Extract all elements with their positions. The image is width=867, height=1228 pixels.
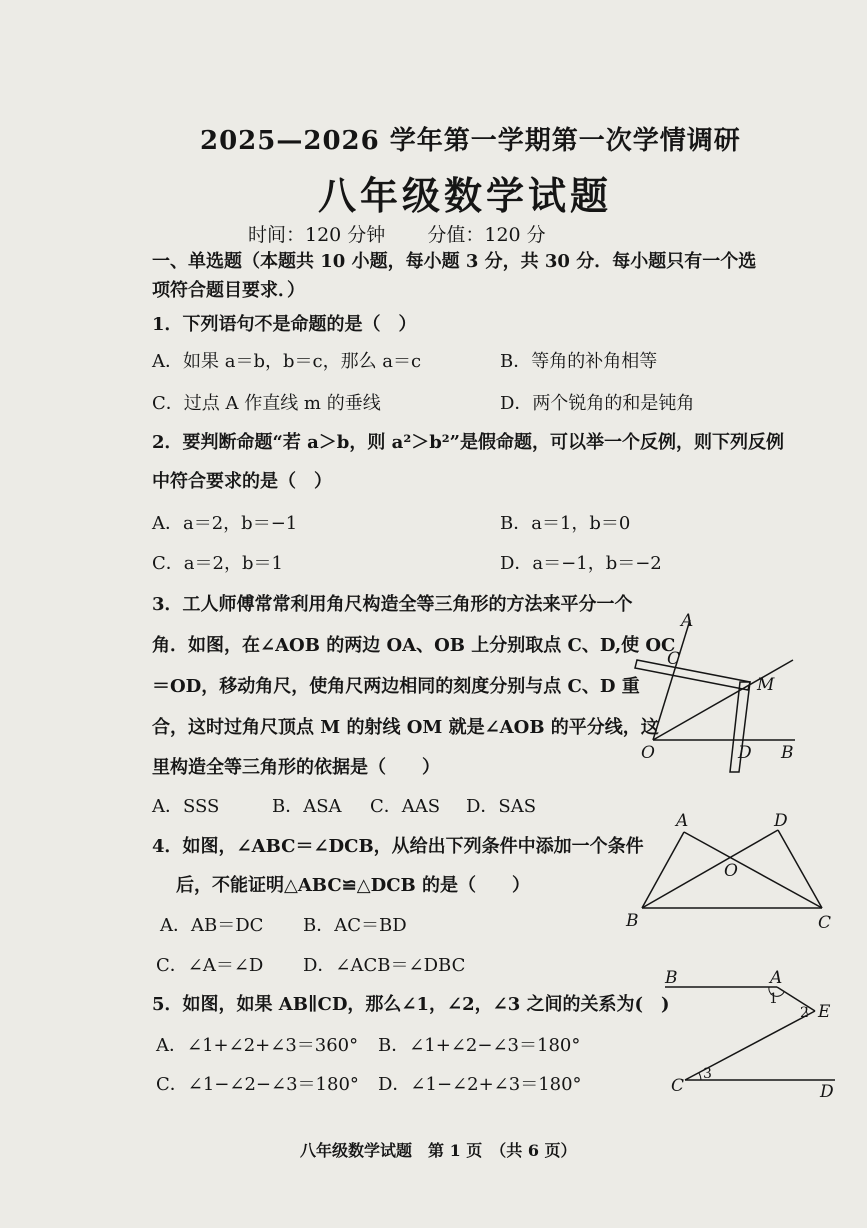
q3-option-c: C．AAS [370, 796, 441, 817]
q1-option-a: A．如果 a＝b，b＝c，那么 a＝c [152, 351, 422, 372]
fig3-label-m: M [757, 675, 775, 695]
q3-line3: ＝OD，移动角尺，使角尺两边相同的刻度分别与点 C、D 重 [152, 676, 640, 697]
fig3-label-c: C [667, 649, 681, 669]
fig3-label-o: O [641, 743, 655, 763]
q1-option-d: D．两个锐角的和是钝角 [500, 393, 695, 414]
q3-line2: 角．如图，在∠AOB 的两边 OA、OB 上分别取点 C、D,使 OC [152, 635, 676, 656]
exam-meta [248, 220, 582, 247]
q4-line1: 4．如图，∠ABC＝∠DCB，从给出下列条件中添加一个条件 [152, 836, 644, 857]
fig5-label-e: E [818, 1002, 831, 1022]
q3-option-d: D．SAS [466, 796, 537, 817]
fig5-label-angle2: 2 [800, 1005, 809, 1021]
q5-figure [655, 965, 845, 1100]
q3-option-a: A．SSS [152, 796, 220, 817]
fig4-label-c: C [818, 913, 832, 933]
square-arm-horizontal [635, 660, 750, 690]
fig5-label-angle3: 3 [703, 1066, 712, 1082]
q1-option-c: C．过点 A 作直线 m 的垂线 [152, 393, 381, 414]
q2-stem-line1: 2．要判断命题“若 a＞b，则 a²＞b²”是假命题，可以举一个反例，则下列反例 [152, 432, 785, 453]
q5-option-d: D．∠1−∠2+∠3＝180° [378, 1074, 582, 1095]
q4-option-c: C．∠A＝∠D [156, 955, 264, 976]
q2-option-a: A．a＝2，b＝−1 [152, 513, 298, 534]
fig5-label-b: B [665, 968, 678, 988]
q3-figure [625, 610, 805, 780]
q5-stem: 5．如图，如果 AB∥CD，那么∠1，∠2，∠3 之间的关系为( ) [152, 994, 670, 1015]
segment-bd [642, 830, 778, 908]
total-score: 分值：120 分 [427, 224, 546, 246]
q5-option-b: B．∠1+∠2−∠3＝180° [378, 1035, 581, 1056]
q4-line2: 后，不能证明△ABC≌△DCB 的是（ ） [176, 875, 531, 896]
fig3-label-d: D [738, 743, 752, 763]
fig5-label-a: A [770, 968, 783, 988]
fig4-label-b: B [626, 911, 639, 931]
fig5-label-angle1: 1 [769, 991, 778, 1007]
fig5-label-c: C [671, 1076, 685, 1096]
fig3-label-a: A [681, 611, 694, 631]
q3-line4: 合，这时过角尺顶点 M 的射线 OM 就是∠AOB 的平分线，这 [152, 717, 659, 738]
q4-figure [620, 810, 840, 935]
fig4-label-a: A [676, 811, 689, 831]
page-footer: 八年级数学试题 第 1 页 （共 6 页） [300, 1141, 577, 1160]
q5-option-a: A．∠1+∠2+∠3＝360° [156, 1035, 359, 1056]
q2-stem-line2: 中符合要求的是（ ） [152, 471, 332, 492]
q2-option-d: D．a＝−1，b＝−2 [500, 553, 662, 574]
subject-title: 八年级数学试题 [318, 173, 613, 218]
fig5-label-d: D [820, 1082, 834, 1100]
time-limit: 时间：120 分钟 [248, 224, 386, 246]
q2-option-c: C．a＝2，b＝1 [152, 553, 283, 574]
q2-option-b: B．a＝1，b＝0 [500, 513, 631, 534]
segment-ae [777, 987, 815, 1011]
q4-option-d: D．∠ACB＝∠DBC [303, 955, 466, 976]
q4-option-a: A．AB＝DC [160, 915, 264, 936]
q3-line1: 3．工人师傅常常利用角尺构造全等三角形的方法来平分一个 [152, 594, 633, 615]
fig3-label-b: B [781, 743, 794, 763]
angle-3-arc [699, 1073, 701, 1080]
q3-option-b: B．ASA [272, 796, 342, 817]
q5-option-c: C．∠1−∠2−∠3＝180° [156, 1074, 359, 1095]
exam-title: 2025—2026 学年第一学期第一次学情调研 [200, 126, 741, 156]
q1-option-b: B．等角的补角相等 [500, 351, 658, 372]
q4-option-b: B．AC＝BD [303, 915, 407, 936]
q3-line5: 里构造全等三角形的依据是（ ） [152, 757, 440, 778]
fig4-label-d: D [774, 811, 788, 831]
section-heading: 一、单选题（本题共 10 小题，每小题 3 分，共 30 分．每小题只有一个选项符合题目要求．） [152, 251, 757, 301]
q1-stem: 1．下列语句不是命题的是（ ） [152, 314, 417, 335]
fig4-label-o: O [724, 861, 738, 881]
